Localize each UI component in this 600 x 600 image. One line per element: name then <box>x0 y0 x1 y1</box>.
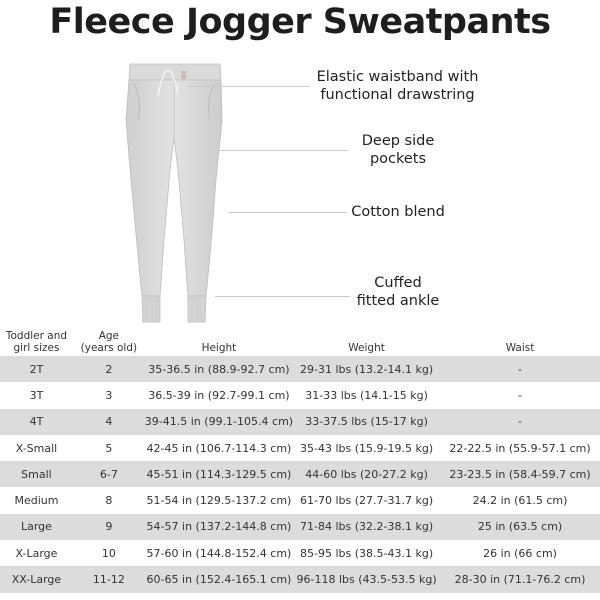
cell-age: 5 <box>73 435 145 461</box>
header-size-line1: Toddler and <box>5 330 68 342</box>
callout-ankle-line1: Cuffed <box>374 275 422 291</box>
table-row <box>0 461 600 487</box>
cell-age: 9 <box>73 514 145 540</box>
cell-size: 2T <box>0 356 73 382</box>
cell-waist: 26 in (66 cm) <box>440 540 600 566</box>
cell-size: Large <box>0 514 73 540</box>
cell-height: 35-36.5 in (88.9-92.7 cm) <box>145 356 293 382</box>
callout-pockets-line1: Deep side <box>361 133 435 149</box>
table-row <box>0 356 600 382</box>
callout-cotton-line1: Cotton blend <box>351 204 445 220</box>
header-age-line2: (years old) <box>80 342 138 354</box>
callout-line-pockets <box>218 150 348 151</box>
cell-waist: 23-23.5 in (58.4-59.7 cm) <box>440 461 600 487</box>
header-height: Height <box>201 342 237 354</box>
callout-pockets-line2: pockets <box>369 151 427 167</box>
cell-waist: 24.2 in (61.5 cm) <box>440 487 600 513</box>
table-header-row <box>0 330 600 356</box>
cell-height: 39-41.5 in (99.1-105.4 cm) <box>145 409 293 435</box>
cell-height: 51-54 in (129.5-137.2 cm) <box>145 487 293 513</box>
cell-size: X-Large <box>0 540 73 566</box>
callout-ankle-line2: fitted ankle <box>356 293 440 309</box>
cell-height: 45-51 in (114.3-129.5 cm) <box>145 461 293 487</box>
cell-weight: 33-37.5 lbs (15-17 kg) <box>293 409 440 435</box>
cell-size: 4T <box>0 409 73 435</box>
table-row <box>0 435 600 461</box>
cell-size: 3T <box>0 382 73 408</box>
table-row <box>0 409 600 435</box>
cell-weight: 96-118 lbs (43.5-53.5 kg) <box>293 566 440 592</box>
cell-size: Medium <box>0 487 73 513</box>
callout-waistband-line1: Elastic waistband with <box>316 69 479 85</box>
cell-height: 60-65 in (152.4-165.1 cm) <box>145 566 293 592</box>
cell-waist: - <box>440 382 600 408</box>
callout-ankle <box>350 274 446 310</box>
table-row <box>0 566 600 592</box>
cell-weight: 44-60 lbs (20-27.2 kg) <box>293 461 440 487</box>
jogger-pants-illustration <box>118 60 230 324</box>
cell-height: 57-60 in (144.8-152.4 cm) <box>145 540 293 566</box>
cell-weight: 29-31 lbs (13.2-14.1 kg) <box>293 356 440 382</box>
callout-cotton <box>346 203 450 221</box>
cell-age: 2 <box>73 356 145 382</box>
cell-size: X-Small <box>0 435 73 461</box>
page-title: Fleece Jogger Sweatpants <box>49 2 551 42</box>
cell-age: 8 <box>73 487 145 513</box>
cell-age: 6-7 <box>73 461 145 487</box>
size-chart-table <box>0 330 600 593</box>
cell-age: 10 <box>73 540 145 566</box>
cell-height: 54-57 in (137.2-144.8 cm) <box>145 514 293 540</box>
callout-waistband-line2: functional drawstring <box>320 87 475 103</box>
callout-waistband <box>310 68 485 104</box>
cell-age: 11-12 <box>73 566 145 592</box>
table-row <box>0 382 600 408</box>
cell-waist: - <box>440 409 600 435</box>
table-row <box>0 487 600 513</box>
callout-line-ankle <box>215 296 350 297</box>
table-row <box>0 540 600 566</box>
header-size <box>0 330 73 356</box>
cell-waist: 28-30 in (71.1-76.2 cm) <box>440 566 600 592</box>
callout-line-waistband <box>188 86 310 87</box>
header-waist: Waist <box>505 342 535 354</box>
header-age <box>73 330 145 356</box>
cell-waist: - <box>440 356 600 382</box>
cell-size: XX-Large <box>0 566 73 592</box>
cell-weight: 85-95 lbs (38.5-43.1 kg) <box>293 540 440 566</box>
cell-waist: 22-22.5 in (55.9-57.1 cm) <box>440 435 600 461</box>
table-row <box>0 514 600 540</box>
callout-line-cotton <box>228 212 346 213</box>
header-age-line1: Age <box>98 330 120 342</box>
cell-weight: 35-43 lbs (15.9-19.5 kg) <box>293 435 440 461</box>
cell-height: 36.5-39 in (92.7-99.1 cm) <box>145 382 293 408</box>
cell-age: 4 <box>73 409 145 435</box>
callout-pockets <box>348 132 448 168</box>
cell-weight: 31-33 lbs (14.1-15 kg) <box>293 382 440 408</box>
cell-size: Small <box>0 461 73 487</box>
cell-waist: 25 in (63.5 cm) <box>440 514 600 540</box>
cell-weight: 71-84 lbs (32.2-38.1 kg) <box>293 514 440 540</box>
cell-age: 3 <box>73 382 145 408</box>
cell-height: 42-45 in (106.7-114.3 cm) <box>145 435 293 461</box>
header-weight: Weight <box>348 342 385 354</box>
header-size-line2: girl sizes <box>13 342 60 354</box>
cell-weight: 61-70 lbs (27.7-31.7 kg) <box>293 487 440 513</box>
